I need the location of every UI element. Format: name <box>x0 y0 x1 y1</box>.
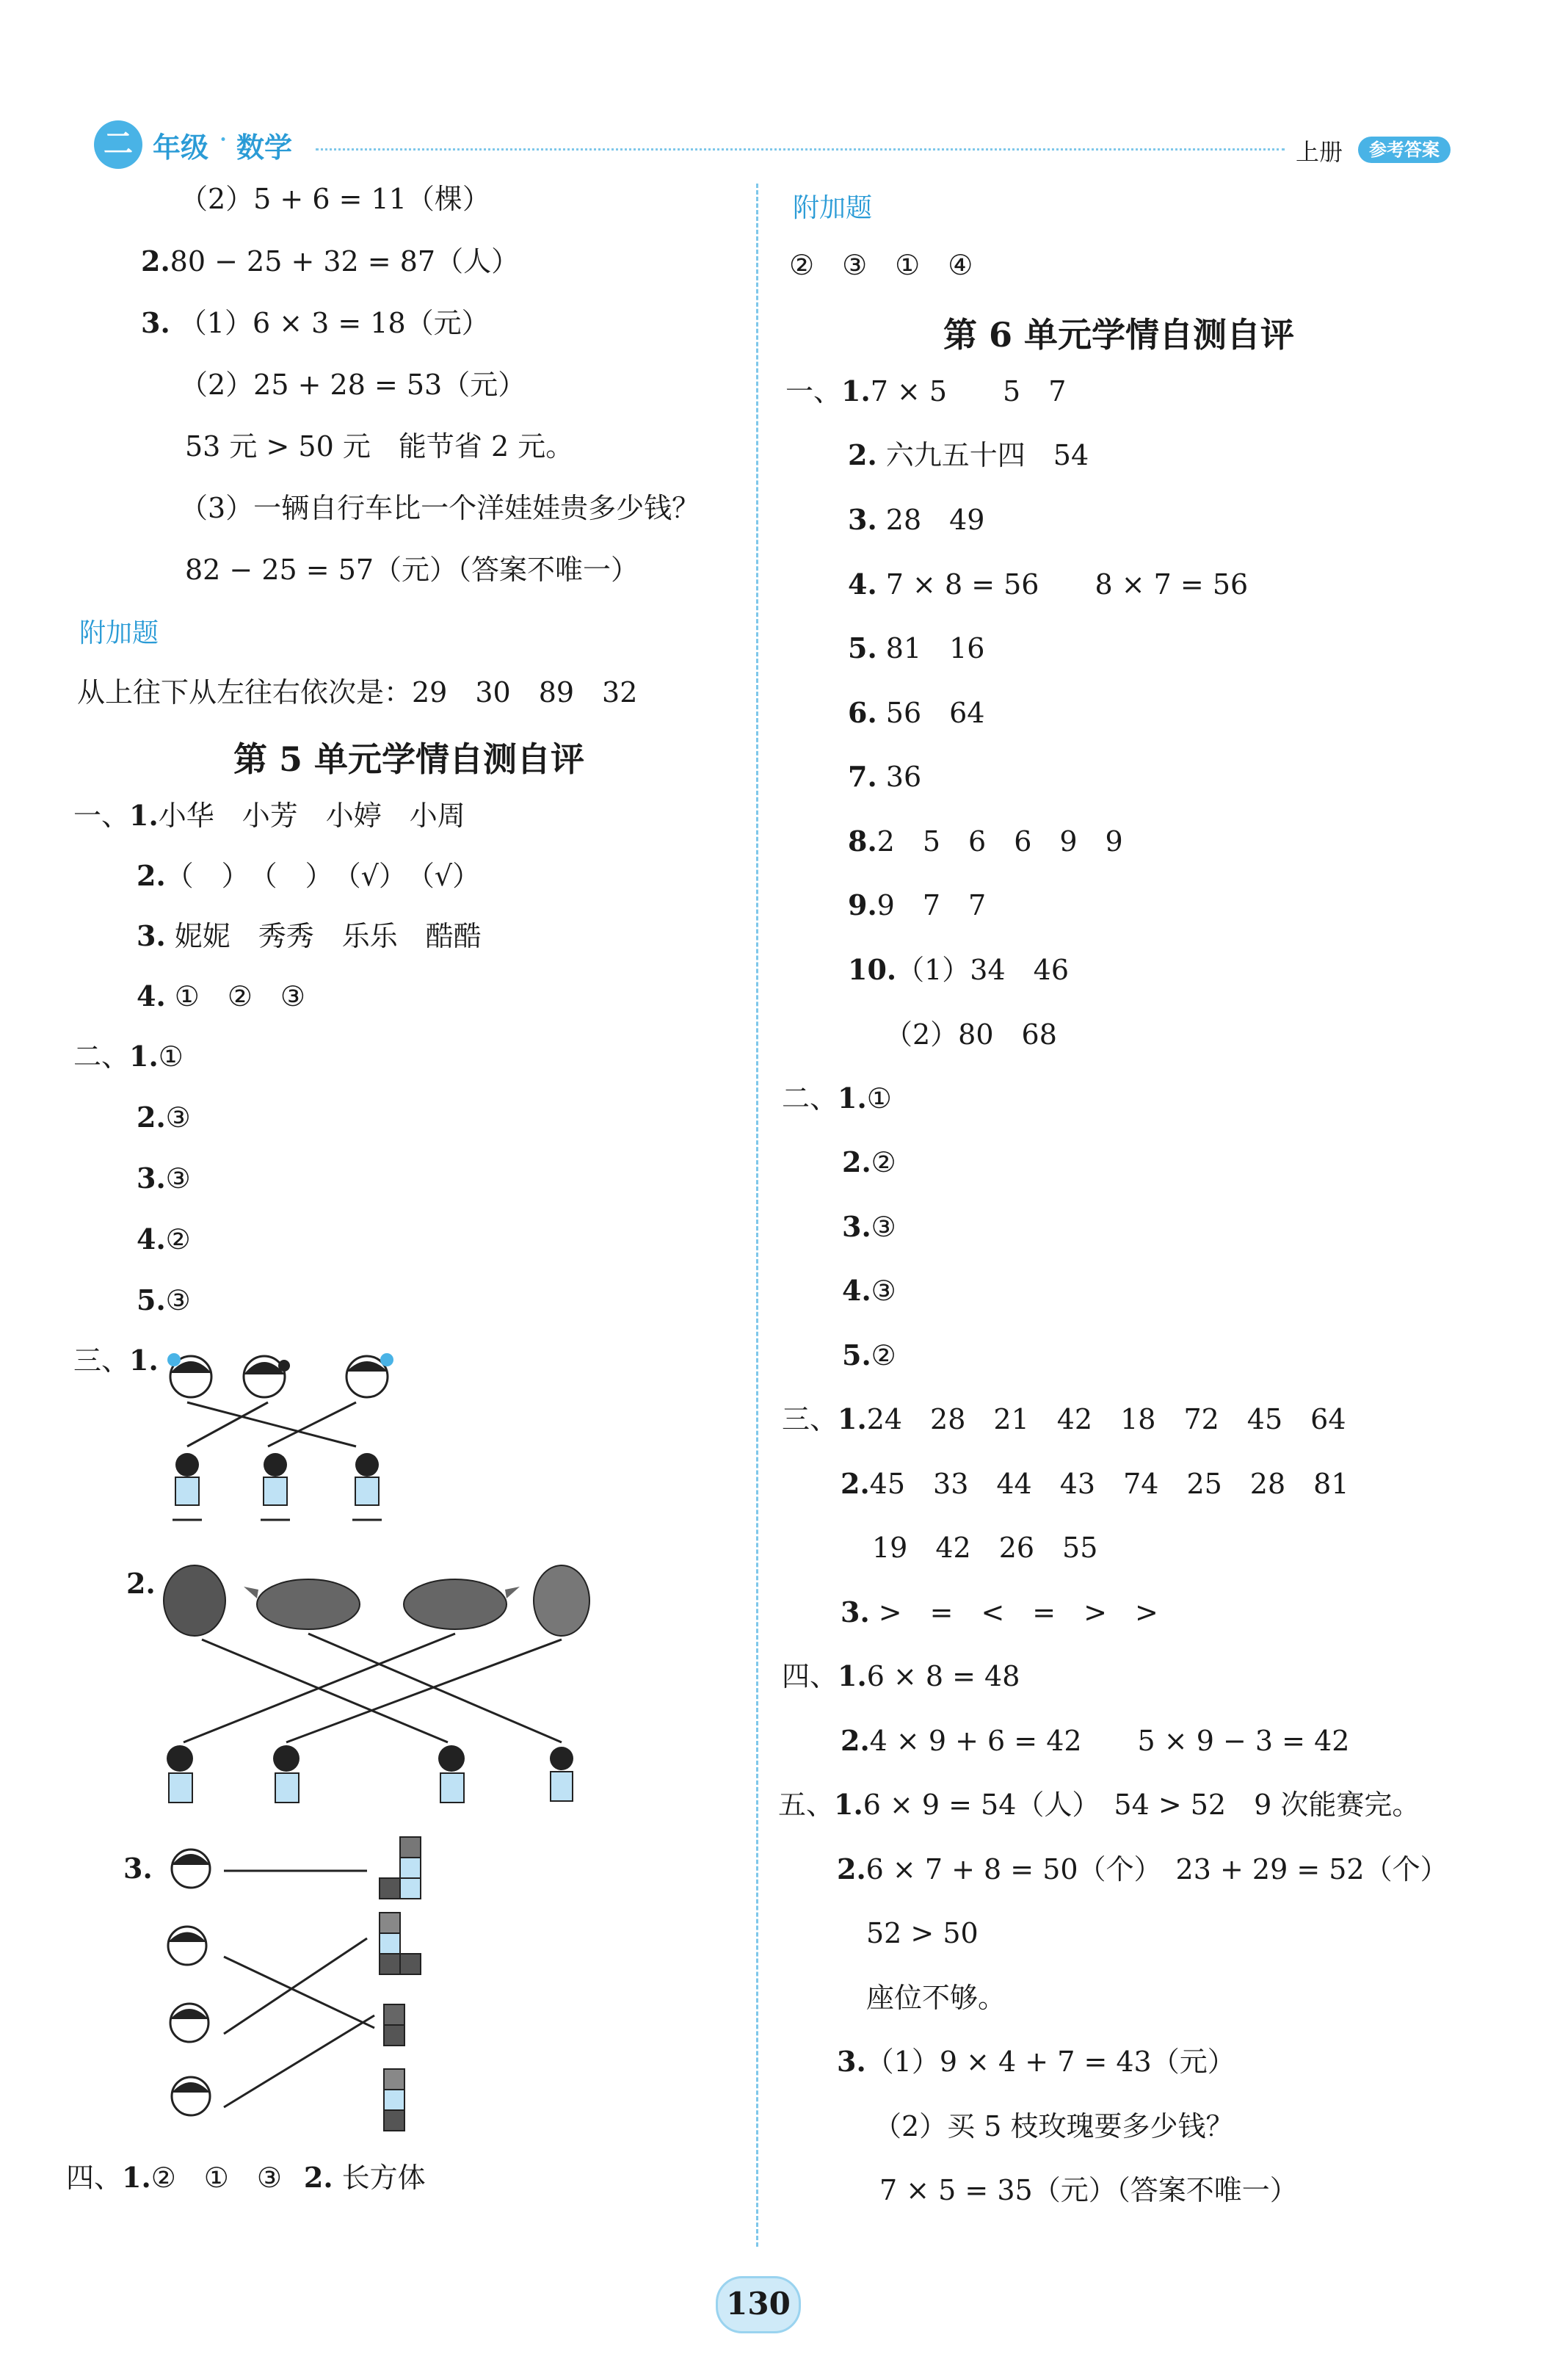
s6-i-8: 8.2 5 6 6 9 9 <box>848 825 1123 858</box>
s6-ii-4: 4.③ <box>842 1274 896 1307</box>
s5-iii-2-label: 2. <box>126 1567 156 1600</box>
block-view-1 <box>380 1837 421 1899</box>
s6-iii-2b: 19 42 26 55 <box>872 1532 1098 1564</box>
s5-i-2: 2.（ ） （ ） （√） （√） <box>137 859 481 892</box>
child-3 <box>438 1745 465 1803</box>
matching-figure-3 <box>154 1836 448 2144</box>
s6-i-1: 一、1.7 × 5 5 7 <box>785 374 1067 407</box>
s6-iv-1: 四、1.6 × 8 = 48 <box>782 1659 1020 1692</box>
block-view-3 <box>384 2004 404 2046</box>
left-fujia-answer: 从上往下从左往右依次是：29 30 89 32 <box>77 676 638 709</box>
seated-child-2 <box>261 1453 290 1520</box>
s5-ii-5: 5.③ <box>137 1283 191 1316</box>
s6-ii-1: 二、1.① <box>782 1082 892 1115</box>
s6-i-10-2: （2）80 68 <box>885 1018 1057 1051</box>
section-6-title: 第 6 单元学情自测自评 <box>943 315 1295 355</box>
header-subject: 数学 <box>236 131 293 164</box>
s5-iii-3-label: 3. <box>123 1852 153 1885</box>
header-volume: 上册 <box>1296 138 1343 166</box>
s5-ii-1: 二、1.① <box>73 1040 184 1073</box>
s5-iv-1: 四、1.② ① ③ 2. 长方体 <box>66 2161 426 2194</box>
left-line-2: 2.80 − 25 + 32 = 87（人） <box>141 244 520 278</box>
child-1 <box>167 1745 193 1803</box>
block-view-4 <box>384 2069 404 2131</box>
girl-head-3 <box>346 1353 393 1397</box>
child-face-3 <box>170 2004 208 2042</box>
left-line-1: （2）5 + 6 = 11（棵） <box>180 183 490 215</box>
child-face-2 <box>168 1927 206 1965</box>
child-face-4 <box>172 2077 210 2115</box>
s5-ii-2: 2.③ <box>137 1101 191 1134</box>
header-grade-label: 年级 <box>153 131 209 164</box>
left-fujia-heading: 附加题 <box>79 618 159 648</box>
s5-i-1: 一、1.小华 小芳 小婷 小周 <box>73 799 465 832</box>
s6-i-2: 2. 六九五十四 54 <box>848 438 1089 471</box>
hippo-back-icon <box>534 1565 589 1636</box>
s6-v-1: 五、1.6 × 9 = 54（人） 54 > 52 9 次能赛完。 <box>778 1788 1420 1821</box>
s6-v-3c: 7 × 5 = 35（元）（答案不唯一） <box>879 2174 1298 2206</box>
s5-ii-4: 4.② <box>137 1222 191 1256</box>
s6-ii-5: 5.② <box>842 1338 896 1372</box>
header-divider-line <box>316 148 1285 151</box>
rhino-side-icon-2 <box>404 1579 520 1629</box>
seated-child-3 <box>352 1453 382 1520</box>
seated-child-1 <box>173 1453 202 1520</box>
girl-head-2 <box>244 1356 290 1397</box>
left-line-3: 3. （1）6 × 3 = 18（元） <box>141 306 490 339</box>
child-4 <box>550 1747 573 1801</box>
left-line-5: 53 元 > 50 元 能节省 2 元。 <box>185 430 574 463</box>
s6-i-4: 4. 7 × 8 = 56 8 × 7 = 56 <box>848 568 1249 601</box>
s6-i-6: 6. 56 64 <box>848 696 985 729</box>
s6-v-2: 2.6 × 7 + 8 = 50（个） 23 + 29 = 52（个） <box>837 1852 1448 1885</box>
s6-v-2b: 52 > 50 <box>866 1917 979 1949</box>
grade-badge: 二 <box>94 120 142 169</box>
hippo-front-icon <box>164 1565 225 1636</box>
s5-ii-3: 3.③ <box>137 1162 191 1195</box>
matching-figure-2 <box>161 1560 602 1810</box>
s6-iii-1: 三、1.24 28 21 42 18 72 45 64 <box>782 1402 1346 1435</box>
s6-ii-3: 3.③ <box>842 1210 896 1243</box>
s6-v-2c: 座位不够。 <box>866 1982 1006 2014</box>
header-dot: · <box>219 123 228 156</box>
girl-head-1 <box>167 1353 211 1397</box>
child-face-1 <box>172 1850 210 1888</box>
rhino-side-icon-1 <box>244 1579 360 1629</box>
s6-i-10: 10.（1）34 46 <box>848 953 1070 986</box>
s6-iv-2: 2.4 × 9 + 6 = 42 5 × 9 − 3 = 42 <box>841 1724 1350 1757</box>
left-line-6: （3）一辆自行车比一个洋娃娃贵多少钱？ <box>180 492 700 524</box>
s6-i-9: 9.9 7 7 <box>848 888 987 921</box>
s6-i-7: 7. 36 <box>848 760 922 793</box>
answer-badge: 参考答案 <box>1358 137 1451 163</box>
s6-ii-2: 2.② <box>842 1145 896 1178</box>
section-5-title: 第 5 单元学情自测自评 <box>233 739 585 779</box>
s6-v-3b: （2）买 5 枝玫瑰要多少钱？ <box>874 2110 1234 2142</box>
s6-iii-2: 2.45 33 44 43 74 25 28 81 <box>841 1467 1349 1500</box>
right-fujia-answer: ② ③ ① ④ <box>789 249 973 281</box>
left-line-4: （2）25 + 28 = 53（元） <box>180 369 526 401</box>
s6-v-3: 3.（1）9 × 4 + 7 = 43（元） <box>837 2045 1235 2078</box>
s5-i-3: 3. 妮妮 秀秀 乐乐 酷酷 <box>137 919 482 952</box>
right-fujia-heading: 附加题 <box>793 193 873 223</box>
block-view-2 <box>380 1913 421 1974</box>
s5-i-4: 4. ① ② ③ <box>137 979 305 1012</box>
page-number: 130 <box>716 2276 801 2333</box>
left-line-7: 82 − 25 = 57（元）（答案不唯一） <box>185 554 639 586</box>
matching-figure-1 <box>158 1344 451 1535</box>
column-divider <box>756 184 758 2247</box>
s6-i-5: 5. 81 16 <box>848 631 985 664</box>
child-2 <box>273 1745 300 1803</box>
s6-iii-3: 3. > = < = > > <box>841 1595 1158 1629</box>
s5-iii-1-label: 三、1. <box>73 1344 159 1377</box>
s6-i-3: 3. 28 49 <box>848 503 985 536</box>
